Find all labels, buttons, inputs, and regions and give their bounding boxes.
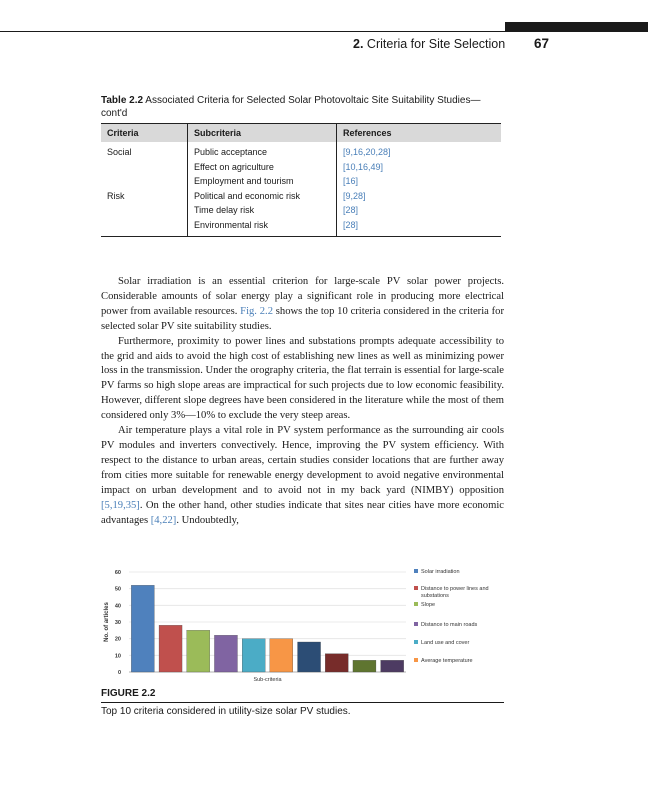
body-text — [101, 275, 504, 528]
section-number: 2. — [353, 37, 364, 51]
table-row — [101, 175, 501, 190]
cell-criteria: Social — [101, 142, 188, 161]
criteria-table — [101, 123, 501, 237]
paragraph-3 — [101, 424, 504, 528]
p1-text-a: Solar irradiation is an essential criterion for large-scale PV solar power projects. Considerable amounts of solar energy play a significant role in producing more electrical power from available resources. — [101, 276, 504, 317]
figure-link[interactable]: Fig. 2.2 — [240, 305, 273, 317]
cell-subcriteria: Environmental risk — [188, 219, 337, 237]
cell-references[interactable]: [28] — [343, 205, 359, 215]
table-header-row — [101, 124, 501, 143]
y-tick-label: 40 — [114, 603, 121, 610]
table-caption — [101, 94, 501, 120]
header-subcriteria: Subcriteria — [188, 124, 337, 143]
legend-swatch — [414, 569, 418, 573]
figure-label: FIGURE 2.2 — [101, 688, 156, 699]
cell-subcriteria: Employment and tourism — [188, 175, 337, 190]
legend-label: Distance to power lines and — [421, 586, 489, 592]
cell-references[interactable]: [9,28] — [343, 190, 366, 201]
p1-text-b: shows the top 10 criteria considered in the criteria for selected solar PV site suitability studies. — [101, 305, 505, 332]
legend-swatch — [414, 622, 418, 626]
legend-label: Average temperature — [421, 658, 473, 664]
cell-criteria: Risk — [101, 190, 188, 205]
figure-caption: Top 10 criteria considered in utility-size solar PV studies. — [101, 706, 351, 717]
citation-link[interactable]: [5,19,35] — [101, 499, 140, 511]
legend-label: Slope — [421, 602, 436, 608]
header-bar — [505, 22, 648, 31]
y-tick-label: 50 — [114, 586, 121, 593]
legend-label: substations — [421, 593, 449, 599]
bar — [187, 630, 210, 672]
bar — [159, 625, 182, 672]
legend-label: Solar irradiation — [421, 569, 460, 575]
cell-criteria — [101, 175, 188, 190]
p3-text-c: . Undoubtedly, — [176, 514, 239, 526]
y-tick-label: 10 — [114, 653, 121, 660]
table-row — [101, 190, 501, 205]
citation-link[interactable]: [4,22] — [150, 514, 177, 526]
running-title — [353, 37, 505, 51]
page-number: 67 — [534, 36, 550, 51]
p3-text-a: Air temperature plays a vital role in PV system performance as the surrounding air cools PV modules and inverters convectively. Hence, improving the PV system efficiency. With respect to the distance to urban areas, certain studies consider locations that are further away from cities more suitable for renewable energy development to avoid negative environmental impact on urban development and to avoid not in my back yard (NIMBY) opposition — [101, 425, 504, 496]
legend-swatch — [414, 640, 418, 644]
bar — [270, 639, 293, 672]
cell-references[interactable]: [9,16,20,28] — [343, 147, 391, 157]
y-tick-label: 20 — [114, 636, 121, 643]
table-caption-text: Associated Criteria for Selected Solar Photovoltaic Site Suitability Studies—cont'd — [101, 95, 481, 119]
y-tick-label: 0 — [117, 670, 121, 676]
y-axis-title: No. of articles — [104, 602, 110, 642]
table-row — [101, 219, 501, 237]
cell-references[interactable]: [28] — [337, 219, 502, 237]
bar — [353, 660, 376, 672]
table-row — [101, 142, 501, 161]
header-rule — [0, 31, 648, 32]
p3-text-b: . On the other hand, other studies indicate that sites near cities have more economic advantages — [101, 499, 504, 526]
bar — [242, 639, 265, 672]
header-criteria: Criteria — [101, 124, 188, 143]
bar — [325, 654, 348, 672]
cell-references[interactable]: [16] — [343, 176, 359, 186]
cell-subcriteria: Effect on agriculture — [188, 161, 337, 176]
table-row — [101, 204, 501, 219]
legend-swatch — [414, 658, 418, 662]
bar — [131, 585, 154, 672]
y-tick-label: 30 — [114, 620, 121, 626]
paragraph-1 — [101, 275, 504, 335]
cell-subcriteria: Political and economic risk — [188, 190, 337, 205]
cell-references[interactable]: [10,16,49] — [343, 161, 384, 172]
legend-label: Distance to main roads — [421, 622, 478, 628]
table-row — [101, 161, 501, 176]
cell-subcriteria: Public acceptance — [188, 142, 337, 161]
bar — [381, 660, 404, 672]
legend-swatch — [414, 602, 418, 606]
x-axis-title: Sub-criteria — [253, 677, 282, 683]
cell-subcriteria: Time delay risk — [188, 204, 337, 219]
y-tick-label: 60 — [114, 570, 121, 576]
figure-rule — [101, 702, 504, 703]
legend-swatch — [414, 586, 418, 590]
section-title: Criteria for Site Selection — [366, 37, 506, 51]
cell-criteria — [101, 204, 188, 219]
cell-criteria — [101, 219, 188, 237]
cell-criteria — [101, 161, 188, 176]
table-label: Table 2.2 — [101, 95, 144, 106]
bar — [214, 635, 237, 672]
header-references: References — [337, 124, 502, 143]
bar — [298, 642, 321, 672]
paragraph-2: Furthermore, proximity to power lines and substations prompts adequate accessibility to the grid and aids to avoid the high cost of establishing new lines as well as minimizing power loss in the transmission. Under the orography criteria, the flat terrain is essential for large-scale PV farms so high slope areas are impractical for such projects due to low economic feasibility. However, different slope degrees have been considered in the literature while the most of them considered only 3%—10% to exclude the very steep areas. — [101, 335, 504, 422]
legend-label: Land use and cover — [421, 640, 470, 646]
bar-chart — [101, 563, 511, 685]
